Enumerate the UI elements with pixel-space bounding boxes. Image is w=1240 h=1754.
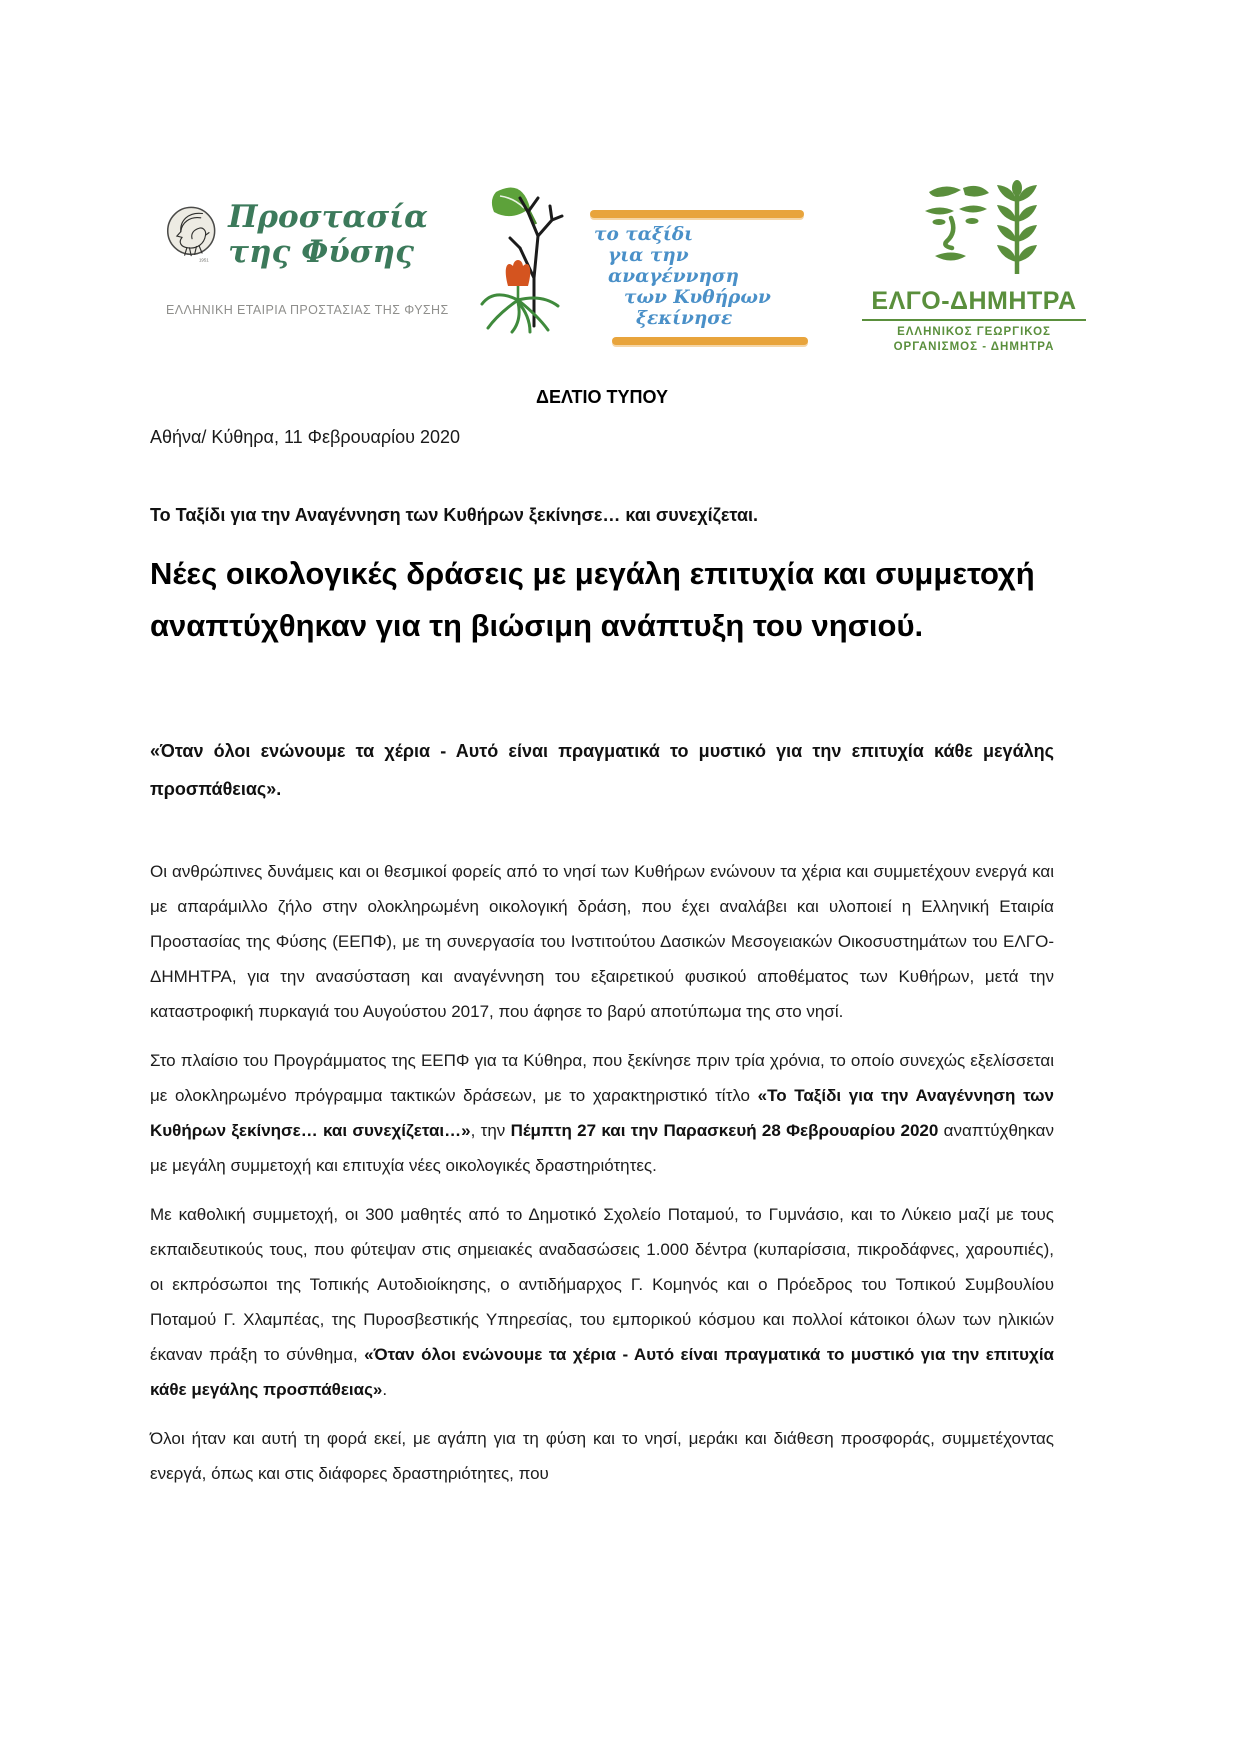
journey-line1: το ταξίδι [594,224,694,245]
elgo-caption-line2: ΟΡΓΑΝΙΣΜΟΣ - ΔΗΜΗΤΡΑ [893,341,1055,353]
eepf-name-line1: Προστασία [228,199,428,235]
journey-line3: των Κυθήρων [624,287,771,308]
eepf-emblem-icon [166,172,218,298]
elgo-title: ΕΛΓΟ-ΔΗΜΗΤΡΑ [871,287,1077,315]
journey-text [584,176,812,345]
journey-line4: ξεκίνησε [636,308,733,329]
journey-art-icon [478,176,578,334]
journey-line2: για την αναγέννηση [608,245,739,287]
brush-stroke-top [590,210,804,218]
paragraph-3: Με καθολική συμμετοχή, οι 300 μαθητές από το Δημοτικό Σχολείο Ποταμού, το Γυμνάσιο, και το Λύκειο μαζί με τους εκπαιδευτικούς τους, που φύτεψαν στις σημειακές αναδασώσεις 1.000 δέντρα (κυπαρίσσια, πικροδάφνες, χαρουπιές), οι εκπρόσωποι της Τοπικής Αυτοδιοίκησης, ο αντιδήμαρχος Γ. Κομηνός και ο Πρόεδρος του Τοπικού Συμβουλίου Ποταμού Γ. Χλαμπέας, της Πυροσβεστικής Υπηρεσίας, του εμπορικού κόσμου και πολλοί κάτοικοι όλων των ηλικιών έκαναν πράξη το σύνθημα, «Όταν όλοι ενώνουμε τα χέρια - Αυτό είναι πραγματικά το μυστικό για την επιτυχία κάθε μεγάλης προσπάθειας». [150,1205,1054,1399]
eepf-logo [166,172,449,317]
wheat-ear-icon [997,180,1037,274]
pull-quote: «Όταν όλοι ενώνουμε τα χέρια - Αυτό είναι πραγματικά το μυστικό για την επιτυχία κάθε μεγάλης προσπάθειας». [150,741,1054,799]
press-release-title: ΔΕΛΤΙΟ ΤΥΠΟΥ [536,387,668,407]
eepf-caption: ΕΛΛΗΝΙΚΗ ΕΤΑΙΡΙΑ ΠΡΟΣΤΑΣΙΑΣ ΤΗΣ ΦΥΣΗΣ [166,303,449,317]
logo-row [0,0,1240,353]
brush-stroke-bottom [612,337,808,345]
body-paragraphs [150,854,1054,1491]
elgo-caption-line1: ΕΛΛΗΝΙΚΟΣ ΓΕΩΡΓΙΚΟΣ [897,326,1051,338]
journey-logo [478,176,813,345]
lead-sentence: Το Ταξίδι για την Αναγέννηση των Κυθήρων ξεκίνησε… και συνεχίζεται. [150,505,759,525]
dateline: Αθήνα/ Κύθηρα, 11 Φεβρουαρίου 2020 [150,427,461,447]
paragraph-1: Οι ανθρώπινες δυνάμεις και οι θεσμικοί φορείς από το νησί των Κυθήρων ενώνουν τα χέρια και συμμετέχουν ενεργά και με απαράμιλλο ζήλο στην ολοκληρωμένη οικολογική δράση, που έχει αναλάβει και υλοποιεί η Ελληνική Εταιρία Προστασίας της Φύσης (ΕΕΠΦ), με τη συνεργασία του Ινστιτούτου Δασικών Μεσογειακών Οικοσυστημάτων του ΕΛΓΟ-ΔΗΜΗΤΡΑ, για την ανασύσταση και αναγέννηση του εξαιρετικού φυσικού αποθέματος των Κυθήρων, μετά την καταστροφική πυρκαγιά του Αυγούστου 2017, που άφησε το βαρύ αποτύπωμα της στο νησί. [150,862,1054,1021]
demeter-face-icon [925,186,989,261]
eepf-name-line2: της Φύσης [228,234,414,270]
eepf-name [228,200,428,270]
tulip-icon [506,260,531,300]
document-body [0,386,1240,1491]
paragraph-4: Όλοι ήταν και αυτή τη φορά εκεί, με αγάπη για τη φύση και το νησί, μεράκι και διάθεση προσφοράς, συμμετέχοντας ενεργά, όπως και στις διάφορες δραστηριότητες, που [150,1429,1054,1483]
elgo-emblem-icon [899,180,1049,280]
elgo-divider [862,319,1086,321]
headline: Νέες οικολογικές δράσεις με μεγάλη επιτυχία και συμμετοχή αναπτύχθηκαν για τη βιώσιμη ανάπτυξη του νησιού. [150,556,1035,643]
paragraph-2: Στο πλαίσιο του Προγράμματος της ΕΕΠΦ για τα Κύθηρα, που ξεκίνησε πριν τρία χρόνια, το οποίο συνεχώς εξελίσσεται με ολοκληρωμένο πρόγραμμα τακτικών δράσεων, με το χαρακτηριστικό τίτλο «Το Ταξίδι για την Αναγέννηση των Κυθήρων ξεκίνησε… και συνεχίζεται…», την Πέμπτη 27 και την Παρασκευή 28 Φεβρουαρίου 2020 αναπτύχθηκαν με μεγάλη συμμετοχή και επιτυχία νέες οικολογικές δραστηριότητες. [150,1051,1055,1175]
plant-leaves-icon [482,295,558,332]
eepf-year: 1951 [199,257,209,263]
elgo-logo [856,180,1092,355]
